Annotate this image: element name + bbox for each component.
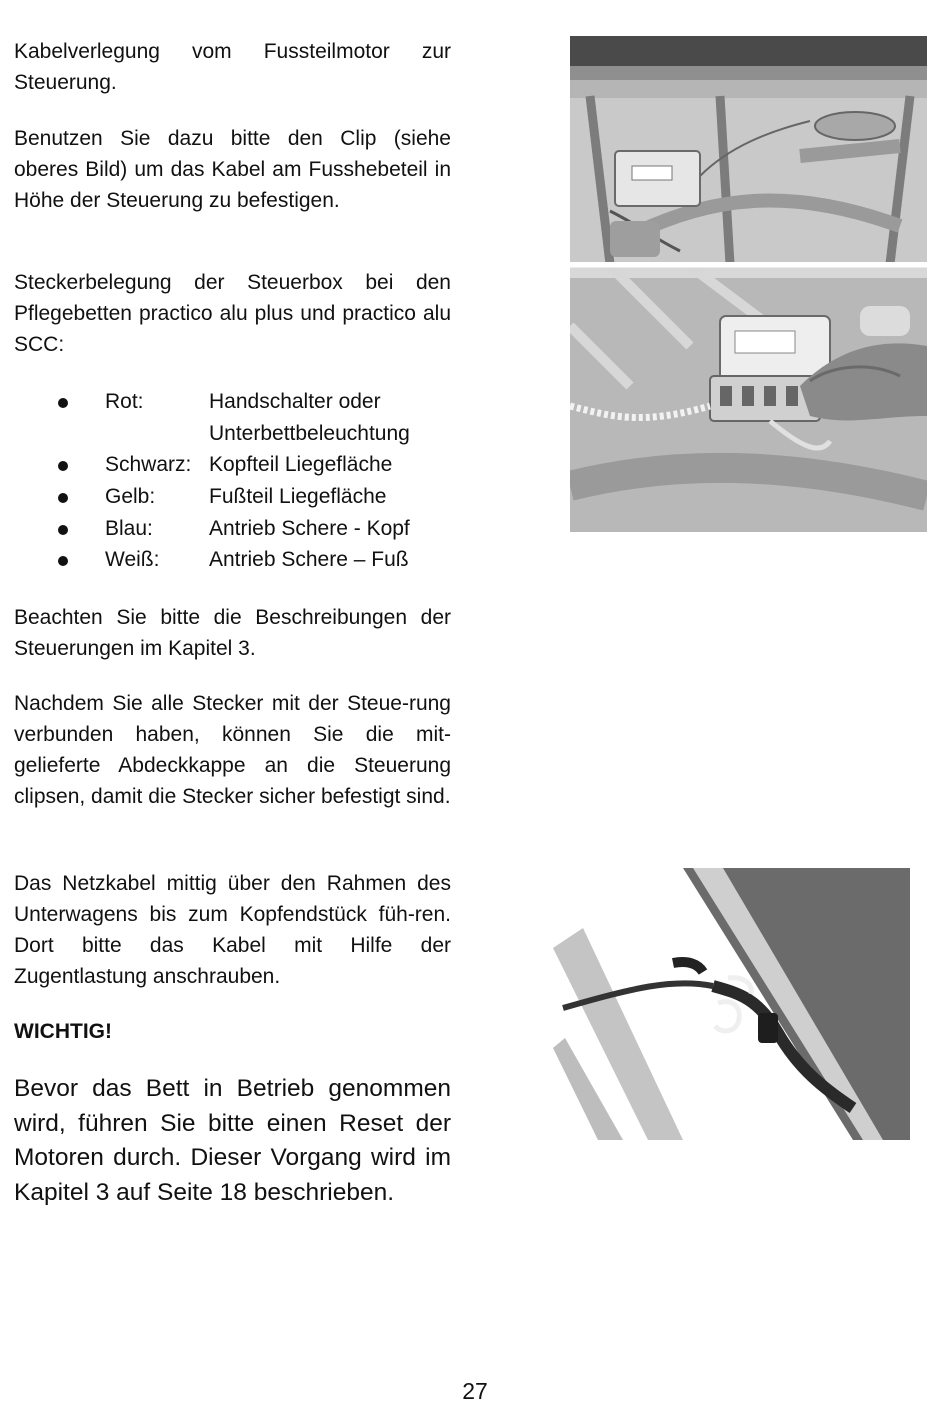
list-item [0, 513, 460, 545]
important-heading: WICHTIG! [14, 1020, 112, 1043]
plug-color: Rot: [105, 390, 144, 413]
plug-function: Antrieb Schere - Kopf [209, 516, 410, 540]
plug-function: Handschalter oder Unterbettbeleuchtung [209, 390, 410, 445]
list-item [0, 481, 460, 513]
paragraph-cable-routing: Kabelverlegung vom Fussteilmotor zur Steuerung. [14, 40, 451, 94]
bullet-icon [58, 556, 68, 566]
bullet-icon [58, 398, 68, 408]
photo-control-box-frame [570, 36, 927, 264]
bullet-icon [58, 461, 68, 471]
plug-function: Antrieb Schere – Fuß [209, 548, 409, 572]
bullet-icon [58, 493, 68, 503]
plug-color: Schwarz: [105, 453, 192, 477]
paragraph-power-cable: Das Netzkabel mittig über den Rahmen des Unterwagens bis zum Kopfendstück füh-ren. Dort bitte das Kabel mit Hilfe der Zugentlastung anschrauben. [14, 872, 451, 988]
paragraph-see-chapter: Beachten Sie bitte die Beschreibungen der Steuerungen im Kapitel 3. [14, 606, 451, 660]
paragraph-cover-cap: Nachdem Sie alle Stecker mit der Steue-rung verbunden haben, können Sie die mit-gelieferte Abdeckkappe an die Steuerung clipsen, damit die Stecker sicher befestigt sind. [14, 692, 451, 808]
page-number: 27 [462, 1378, 488, 1404]
paragraph-clip-instructions: Benutzen Sie dazu bitte den Clip (siehe oberes Bild) um das Kabel am Fusshebeteil in Höhe der Steuerung zu befestigen. [14, 127, 451, 212]
list-item [0, 386, 460, 449]
plug-color: Gelb: [105, 485, 156, 509]
paragraph-reset-notice: Bevor das Bett in Betrieb genommen wird, führen Sie bitte einen Reset der Motoren durch. Dieser Vorgang wird im Kapitel 3 auf Seite 18 beschrieben. [14, 1075, 451, 1206]
bullet-icon [58, 525, 68, 535]
list-item [0, 544, 460, 576]
list-item [0, 449, 460, 481]
plug-assignment-list [0, 386, 460, 576]
photo-power-cable-strain-relief [553, 868, 910, 1140]
plug-color: Blau: [105, 516, 153, 540]
plug-color: Weiß: [105, 548, 160, 572]
paragraph-plug-assignment: Steckerbelegung der Steuerbox bei den Pflegebetten practico alu plus und practico alu SCC: [14, 271, 451, 356]
plug-function: Kopfteil Liegefläche [209, 453, 393, 477]
plug-function: Fußteil Liegefläche [209, 485, 387, 509]
photo-plugging-connectors [570, 266, 927, 532]
